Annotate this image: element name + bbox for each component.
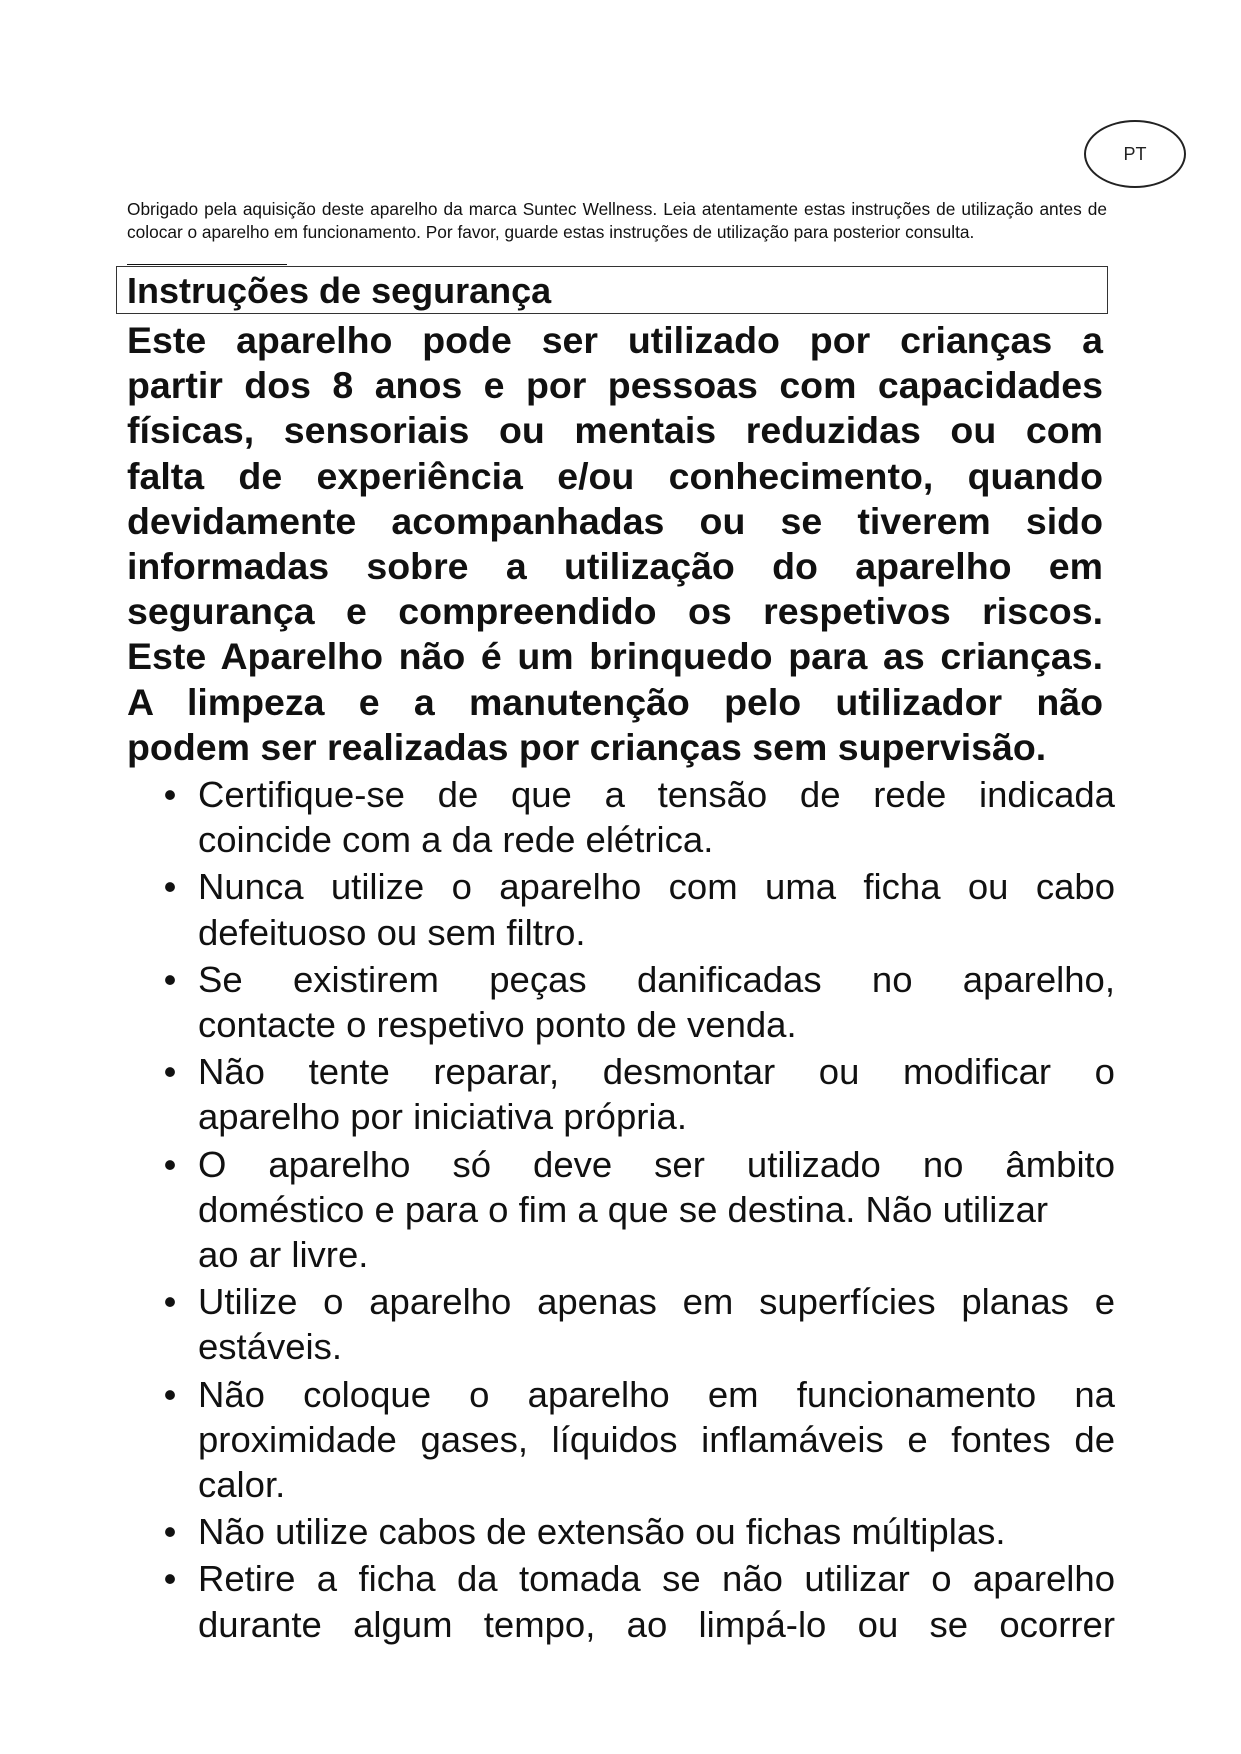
- list-item-line: defeituoso ou sem filtro.: [198, 911, 586, 953]
- list-item: [155, 1372, 1115, 1508]
- bullet-icon: •: [163, 1511, 177, 1553]
- bullet-icon: •: [163, 1373, 177, 1415]
- warning-line: devidamente acompanhadas ou se tiverem sido: [127, 499, 1103, 542]
- list-item-line: estáveis.: [198, 1326, 343, 1368]
- warning-line: físicas, sensoriais ou mentais reduzidas ou com: [127, 409, 1103, 452]
- list-item-line: Nunca utilize o aparelho com uma ficha ou cabo: [198, 866, 1115, 908]
- list-item: [155, 957, 1115, 1047]
- list-item-line: aparelho por iniciativa própria.: [198, 1096, 687, 1138]
- list-item: [155, 864, 1115, 954]
- intro-line: posterior consulta.: [833, 222, 975, 242]
- list-item-line: Não utilize cabos de extensão ou fichas múltiplas.: [198, 1511, 1006, 1553]
- list-item: [155, 1049, 1115, 1139]
- list-item: [155, 772, 1115, 862]
- intro-line: utilização antes de colocar o aparelho em funcionamento. Por favor, guarde estas instruções de utilização para: [127, 199, 1107, 242]
- list-item-line: Utilize o aparelho apenas em superfícies planas e: [198, 1281, 1115, 1323]
- list-item-line: Retire a ficha da tomada se não utilizar o aparelho: [198, 1558, 1115, 1600]
- bullet-icon: •: [163, 958, 177, 1000]
- safety-list: [155, 772, 1115, 1649]
- list-item-line: durante algum tempo, ao limpá-lo ou se ocorrer: [198, 1603, 1115, 1645]
- warning-line: falta de experiência e/ou conhecimento, quando: [127, 454, 1103, 497]
- warning-line: podem ser realizadas por crianças sem supervisão.: [127, 725, 1047, 768]
- list-item: [155, 1556, 1115, 1646]
- list-item-line: O aparelho só deve ser utilizado no âmbito: [198, 1143, 1115, 1185]
- list-item: [155, 1142, 1115, 1278]
- list-item-line: Não tente reparar, desmontar ou modificar o: [198, 1051, 1115, 1093]
- warning-line: Este Aparelho não é um brinquedo para as crianças.: [127, 635, 1103, 678]
- section-title: Instruções de segurança: [127, 270, 552, 311]
- intro-paragraph: [127, 198, 1107, 244]
- list-item-line: Se existirem peças danificadas no aparelho,: [198, 958, 1115, 1000]
- list-item-line: contacte o respetivo ponto de venda.: [198, 1004, 797, 1046]
- bullet-icon: •: [163, 1558, 177, 1600]
- warning-line: A limpeza e a manutenção pelo utilizador não: [127, 680, 1103, 723]
- list-item-line: Não coloque o aparelho em funcionamento na: [198, 1373, 1115, 1415]
- warning-line: segurança e compreendido os respetivos riscos.: [127, 590, 1103, 633]
- list-item-line: calor.: [198, 1464, 286, 1506]
- intro-line: Obrigado pela aquisição deste aparelho da marca Suntec Wellness. Leia atentamente estas instruções de: [127, 199, 956, 219]
- list-item-line: coincide com a da rede elétrica.: [198, 819, 714, 861]
- list-item-line: ao ar livre.: [198, 1234, 369, 1276]
- list-item-line: proximidade gases, líquidos inflamáveis e fontes de: [198, 1418, 1115, 1460]
- bullet-icon: •: [163, 774, 177, 815]
- bullet-icon: •: [163, 1051, 177, 1093]
- language-badge: [1084, 120, 1186, 188]
- language-label: PT: [1123, 143, 1147, 164]
- list-item: [155, 1279, 1115, 1369]
- warning-line: partir dos 8 anos e por pessoas com capacidades: [127, 364, 1103, 407]
- list-item-line: doméstico e para o fim a que se destina. Não utilizar: [198, 1188, 1049, 1230]
- list-item-line: Certifique-se de que a tensão de rede indicada: [198, 774, 1115, 815]
- bullet-icon: •: [163, 866, 177, 908]
- intro-underline: [127, 264, 287, 265]
- list-item: [155, 1509, 1115, 1554]
- warning-line: Este aparelho pode ser utilizado por crianças a: [127, 319, 1103, 361]
- bullet-icon: •: [163, 1143, 177, 1185]
- warning-paragraph: [127, 318, 1103, 770]
- warning-line: informadas sobre a utilização do aparelho em: [127, 545, 1103, 588]
- bullet-icon: •: [163, 1281, 177, 1323]
